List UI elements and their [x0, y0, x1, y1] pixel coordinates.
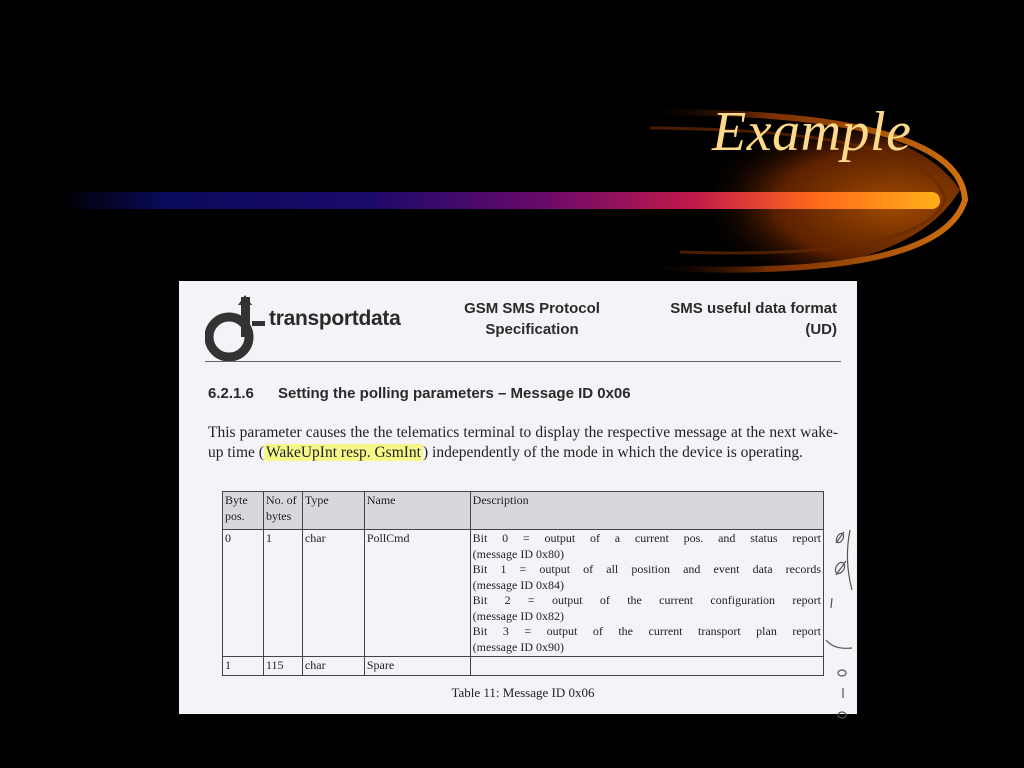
table-row: 1 115 char Spare	[223, 657, 824, 676]
section-title: Setting the polling parameters – Message ID 0x06	[278, 385, 631, 402]
table-caption: Table 11: Message ID 0x06	[451, 685, 595, 700]
handwritten-marks	[822, 520, 862, 720]
highlighted-text: WakeUpInt resp. GsmInt	[265, 444, 421, 461]
col-header-type: Type	[302, 492, 364, 530]
section-heading	[208, 385, 631, 402]
header-protocol-title: GSM SMS Protocol Specification	[464, 300, 600, 338]
message-table	[222, 491, 824, 676]
description-paragraph: This parameter causes the the telematics terminal to display the respective message at the next wake-up time ( WakeUpInt resp. GsmInt ) independently of the mode in which the device is operating.	[208, 424, 838, 461]
col-header-description: Description	[470, 492, 823, 530]
table-header-row	[223, 492, 824, 530]
col-header-byte-pos: Byte pos.	[223, 492, 264, 530]
description-cell: Bit 0 = output of a current pos. and status report (message ID 0x80) Bit 1 = output of all position and event data records (message ID 0x84) Bit 2 = output of the current configuration report (message ID 0x82) Bit 3 = output of the current transport plan report (message ID 0x90)	[470, 530, 823, 657]
header-format-title: SMS useful data format (UD)	[670, 300, 837, 338]
brand-name: transportdata	[269, 307, 401, 330]
header-divider	[205, 361, 841, 362]
section-number: 6.2.1.6	[208, 385, 254, 402]
table-row: 0 1 char PollCmd Bit 0 = output of a current pos. and status report (message ID 0x80) Bit 1 = output of all position and event data records (message ID 0x84) Bit 2 = output of the current configuration report (message ID 0x82) Bit 3 = output of the current transport plan report (message ID 0x90)	[223, 530, 824, 657]
slide-title: Example	[712, 101, 912, 163]
transportdata-logo-icon	[205, 295, 265, 361]
col-header-name: Name	[364, 492, 470, 530]
scanned-document	[179, 281, 857, 714]
col-header-num-bytes: No. of bytes	[263, 492, 302, 530]
